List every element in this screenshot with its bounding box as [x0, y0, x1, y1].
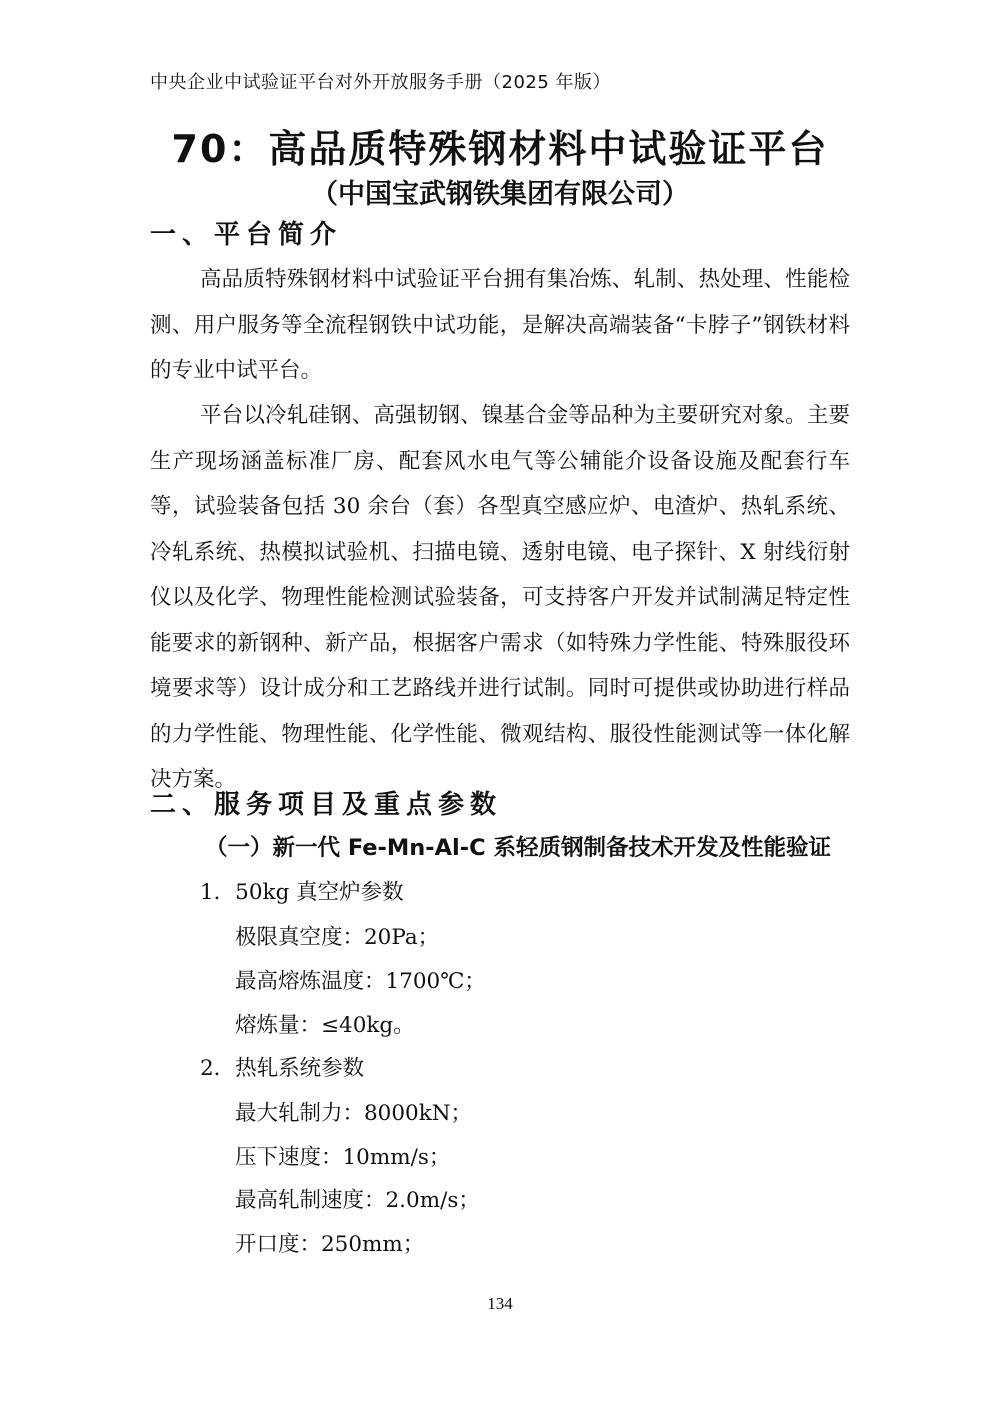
param-line: 压下速度：10mm/s；	[235, 1145, 451, 1170]
param-line: 最大轧制力：8000kN；	[235, 1101, 473, 1126]
page-title: 70：高品质特殊钢材料中试验证平台	[171, 127, 829, 171]
subsection-heading: （一）新一代 Fe-Mn-Al-C 系轻质钢制备技术开发及性能验证	[205, 835, 831, 861]
page-subtitle: （中国宝武钢铁集团有限公司）	[311, 179, 689, 210]
section-heading-services: 二、服务项目及重点参数	[150, 790, 503, 820]
param-line: 最高熔炼温度：1700℃；	[235, 969, 486, 994]
running-header: 中央企业中试验证平台对外开放服务手册（2025 年版）	[150, 72, 612, 93]
section-heading-intro: 一、平台简介	[150, 220, 343, 250]
intro-paragraph-1: 高品质特殊钢材料中试验证平台拥有集冶炼、轧制、热处理、性能检测、用户服务等全流程钢铁中试功能，是解决高端装备“卡脖子”钢铁材料的专业中试平台。	[150, 267, 850, 383]
item-title-vacuum-furnace: 1．50kg 真空炉参数	[200, 880, 404, 905]
param-line: 最高轧制速度：2.0m/s；	[235, 1188, 480, 1213]
param-line: 熔炼量：≤40kg。	[235, 1013, 415, 1038]
intro-paragraph-2: 平台以冷轧硅钢、高强韧钢、镍基合金等品种为主要研究对象。主要生产现场涵盖标准厂房、配套风水电气等公辅能介设备设施及配套行车等，试验装备包括 30 余台（套）各型真空感应炉、电渣炉、热轧系统、冷轧系统、热模拟试验机、扫描电镜、透射电镜、电子探针、X 射线衍射仪以及化学、物理性能检测试验装备，可支持客户开发并试制满足特定性能要求的新钢种、新产品，根据客户需求（如特殊力学性能、特殊服役环境要求等）设计成分和工艺路线并进行试制。同时可提供或协助进行样品的力学性能、物理性能、化学性能、微观结构、服役性能测试等一体化解决方案。	[150, 403, 850, 792]
param-line: 极限真空度：20Pa；	[235, 925, 440, 950]
param-line: 开口度：250mm；	[235, 1232, 425, 1257]
page-number: 134	[487, 1294, 513, 1313]
item-title-hot-rolling: 2．热轧系统参数	[200, 1056, 365, 1081]
